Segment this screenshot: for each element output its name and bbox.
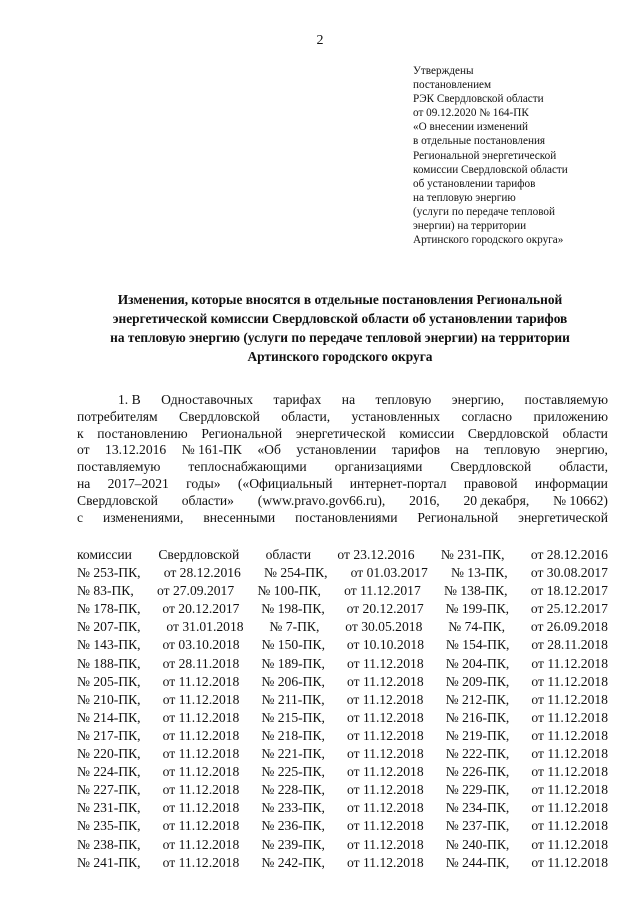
paragraph-line — [77, 476, 608, 493]
resolution-cell: № 214-ПК, — [77, 709, 141, 725]
resolution-cell: от 11.12.2018 — [531, 673, 608, 689]
resolution-cell: от 11.12.2018 — [162, 782, 240, 798]
resolution-cell: № 225-ПК, — [261, 764, 325, 780]
paragraph-word: установлении — [296, 442, 377, 458]
resolution-cell: № 244-ПК, — [445, 854, 510, 870]
resolution-cell: от 20.12.2017 — [162, 601, 240, 617]
resolution-row — [77, 763, 608, 781]
resolution-cell: от 11.12.2018 — [347, 655, 424, 671]
resolution-cell: от 26.09.2018 — [530, 619, 608, 635]
resolution-row — [77, 799, 608, 817]
resolution-cell: от 11.12.2018 — [531, 836, 608, 852]
resolution-cell: от 11.12.2018 — [531, 800, 608, 816]
resolution-cell: № 235-ПК, — [77, 818, 141, 834]
resolution-cell: от 11.12.2018 — [347, 746, 424, 762]
paragraph-word: 20 декабря, — [463, 492, 530, 508]
resolution-cell: от 11.12.2018 — [531, 727, 608, 743]
resolution-cell: от 23.12.2016 — [337, 547, 415, 562]
resolution-cell: № 100-ПК, — [257, 583, 321, 599]
paragraph-word: энергетической — [518, 509, 608, 525]
approval-line: об установлении тарифов — [413, 177, 536, 190]
paragraph-word: 2017–2021 — [107, 475, 169, 491]
resolution-cell: от 11.12.2018 — [531, 691, 608, 707]
resolution-cell: от 11.12.2018 — [162, 673, 240, 689]
resolution-cell: № 198-ПК, — [261, 601, 325, 617]
paragraph-word: изменениями, — [102, 509, 184, 525]
resolution-cell: № 254-ПК, — [263, 565, 328, 581]
resolution-row — [77, 727, 608, 745]
paragraph-word: теплоснабжающими — [188, 459, 307, 475]
paragraph-word: (www.pravo.gov66.ru), — [257, 492, 386, 508]
resolution-cell: № 240-ПК, — [445, 836, 510, 852]
resolution-cell: № 209-ПК, — [445, 673, 510, 689]
paragraph-word: с — [77, 509, 84, 525]
paragraph-word: на — [77, 475, 91, 491]
paragraph-line — [77, 442, 608, 459]
resolution-cell: от 11.12.2018 — [531, 818, 608, 834]
resolution-cell: № 189-ПК, — [261, 655, 325, 671]
paragraph-word: тарифах — [273, 392, 322, 407]
paragraph-body — [77, 392, 608, 526]
paragraph-word: поставляемую — [77, 459, 161, 475]
resolution-row — [77, 745, 608, 763]
resolution-cell: Свердловской — [158, 547, 240, 562]
resolution-cell: № 13-ПК, — [450, 565, 508, 581]
title-line: Изменения, которые вносятся в отдельные постановления Региональной — [117, 292, 563, 307]
resolution-cell: № 253-ПК, — [77, 565, 141, 581]
resolution-cell: № 231-ПК, — [440, 547, 505, 562]
paragraph-line — [77, 426, 608, 443]
resolution-cell: № 221-ПК, — [261, 746, 325, 762]
resolution-cell: № 218-ПК, — [261, 727, 325, 743]
approval-line: Артинского городского округа» — [413, 234, 564, 247]
paragraph-word: Свердловской — [467, 425, 549, 441]
resolution-row — [77, 691, 608, 709]
resolution-cell: от 11.12.2018 — [162, 764, 240, 780]
paragraph-word: Одноставочных — [161, 392, 254, 407]
paragraph-word: Свердловской — [77, 492, 158, 508]
document-title — [70, 290, 610, 366]
approval-line: РЭК Свердловской области — [413, 93, 544, 106]
resolution-cell: № 231-ПК, — [77, 800, 141, 816]
resolution-cell: № 216-ПК, — [445, 709, 510, 725]
paragraph-word: области, — [559, 459, 608, 475]
resolution-cell: от 31.01.2018 — [166, 619, 244, 635]
resolution-cell: от 11.12.2018 — [347, 782, 424, 798]
resolution-cell: № 236-ПК, — [261, 818, 325, 834]
resolution-cell: от 11.12.2018 — [162, 709, 240, 725]
resolution-row — [77, 582, 608, 600]
paragraph-word: годы» — [186, 475, 221, 491]
resolution-cell: от 28.11.2018 — [531, 637, 608, 653]
resolution-cell: от 18.12.2017 — [530, 583, 608, 599]
paragraph-word: Региональной — [201, 425, 283, 441]
resolution-row — [77, 817, 608, 835]
resolution-row — [77, 655, 608, 673]
paragraph-word: № 10662) — [553, 492, 608, 508]
resolution-cell: от 11.12.2018 — [531, 709, 608, 725]
paragraph-word: организациями — [334, 459, 423, 475]
paragraph-line — [77, 409, 608, 426]
paragraph-word: Свердловской — [450, 459, 532, 475]
resolution-cell: от 11.12.2018 — [531, 746, 608, 762]
resolution-cell: № 233-ПК, — [261, 800, 325, 816]
resolution-cell: № 237-ПК, — [445, 818, 510, 834]
paragraph-word: тепловую — [484, 442, 541, 458]
paragraph-word: («Официальный — [237, 475, 333, 491]
resolution-cell: от 28.12.2016 — [163, 565, 241, 581]
paragraph-line — [77, 392, 608, 409]
resolution-cell: от 30.05.2018 — [345, 619, 423, 635]
paragraph-word: 1. В — [118, 392, 141, 407]
resolution-cell: № 7-ПК, — [269, 619, 320, 635]
paragraph-word: внесенными — [203, 509, 276, 525]
paragraph-word: установленных — [351, 408, 441, 424]
approval-line: (услуги по передаче тепловой — [413, 205, 555, 218]
resolution-cell: от 30.08.2017 — [530, 565, 608, 581]
paragraph-word: тепловую — [375, 392, 432, 407]
paragraph-word: области, — [281, 408, 331, 424]
resolution-row — [77, 600, 608, 618]
paragraph-word: к — [77, 425, 84, 441]
resolution-cell: № 226-ПК, — [445, 764, 510, 780]
resolution-cell: от 11.12.2018 — [347, 727, 424, 743]
page-number: 2 — [316, 33, 324, 48]
resolution-cell: от 11.12.2018 — [347, 800, 424, 816]
resolution-cell: № 150-ПК, — [261, 637, 326, 653]
resolution-cell: № 83-ПК, — [77, 583, 134, 599]
resolution-cell: № 207-ПК, — [77, 619, 141, 635]
resolution-cell: № 241-ПК, — [77, 854, 141, 870]
paragraph-line — [77, 510, 608, 527]
resolution-cell: № 234-ПК, — [445, 800, 510, 816]
resolution-cell: № 211-ПК, — [261, 691, 325, 707]
resolution-row — [77, 854, 608, 872]
resolution-cell: комиссии — [77, 547, 132, 562]
resolution-cell: от 11.12.2017 — [344, 583, 421, 599]
paragraph-word: на — [341, 392, 356, 407]
resolution-cell: № 212-ПК, — [445, 691, 510, 707]
resolution-cell: № 239-ПК, — [261, 836, 325, 852]
paragraph-word: № 161-ПК — [181, 442, 242, 458]
paragraph-word: области» — [181, 492, 234, 508]
paragraph-word: области — [562, 425, 608, 441]
paragraph-word: тарифов — [391, 442, 441, 458]
resolution-row — [77, 781, 608, 799]
title-line: на тепловую энергию (услуги по передаче тепловой энергии) на территории — [110, 330, 570, 345]
resolution-cell: № 74-ПК, — [448, 619, 505, 635]
resolution-cell: № 220-ПК, — [77, 746, 141, 762]
resolution-cell: № 222-ПК, — [445, 746, 510, 762]
paragraph-word: 2016, — [409, 492, 440, 508]
resolution-cell: от 11.12.2018 — [162, 818, 240, 834]
paragraph-word: Региональной — [417, 509, 499, 525]
resolution-cell: № 227-ПК, — [77, 782, 141, 798]
paragraph-word: постановлениями — [295, 509, 398, 525]
paragraph-line — [77, 459, 608, 476]
paragraph-word: энергию, — [555, 442, 608, 458]
resolution-row — [77, 673, 608, 691]
paragraph-word: «Об — [257, 442, 281, 458]
resolution-cell: от 11.12.2018 — [162, 836, 240, 852]
resolution-cell: № 154-ПК, — [445, 637, 510, 653]
approval-line: постановлением — [413, 79, 492, 92]
paragraph-word: от — [77, 442, 90, 458]
approval-block — [413, 64, 623, 247]
resolution-cell: от 01.03.2017 — [350, 565, 428, 581]
resolution-cell: от 11.12.2018 — [531, 854, 608, 870]
resolution-cell: от 11.12.2018 — [347, 818, 424, 834]
resolution-cell: № 238-ПК, — [77, 836, 141, 852]
resolution-cell: № 178-ПК, — [77, 601, 141, 617]
resolution-row — [77, 546, 608, 564]
resolution-cell: № 206-ПК, — [261, 673, 325, 689]
paragraph-word: правовой — [463, 475, 518, 491]
resolution-cell: области — [265, 547, 312, 562]
approval-line: от 09.12.2020 № 164-ПК — [413, 107, 529, 120]
paragraph-word: на — [455, 442, 469, 458]
resolution-cell: от 11.12.2018 — [347, 673, 424, 689]
paragraph-line — [77, 493, 608, 510]
title-line: энергетической комиссии Свердловской области об установлении тарифов — [112, 311, 568, 326]
resolution-row — [77, 636, 608, 654]
resolution-cell: № 229-ПК, — [445, 782, 510, 798]
paragraph-word: комиссии — [399, 425, 455, 441]
resolution-cell: № 219-ПК, — [445, 727, 510, 743]
resolution-cell: № 215-ПК, — [261, 709, 325, 725]
paragraph-word: согласно — [461, 408, 513, 424]
resolution-cell: № 217-ПК, — [77, 727, 141, 743]
resolution-cell: от 11.12.2018 — [162, 727, 240, 743]
resolution-cell: от 20.12.2017 — [346, 601, 424, 617]
paragraph-word: Свердловской — [179, 408, 260, 424]
resolution-cell: от 11.12.2018 — [347, 836, 424, 852]
approval-line: Утверждены — [413, 65, 474, 77]
resolution-cell: № 204-ПК, — [445, 655, 510, 671]
paragraph-word: приложению — [533, 408, 608, 424]
paragraph-word: энергию, — [451, 392, 505, 407]
approval-line: энергии) на территории — [413, 220, 527, 233]
approval-line: «О внесении изменений — [413, 121, 529, 134]
resolution-cell: от 11.12.2018 — [347, 764, 424, 780]
resolution-cell: от 11.12.2018 — [162, 746, 240, 762]
paragraph-word: потребителям — [77, 408, 158, 424]
resolution-cell: от 11.12.2018 — [531, 655, 608, 671]
resolution-cell: № 224-ПК, — [77, 764, 141, 780]
resolution-cell: № 199-ПК, — [445, 601, 510, 617]
resolution-cell: от 11.12.2018 — [531, 764, 608, 780]
resolution-cell: № 188-ПК, — [77, 655, 141, 671]
resolution-cell: № 228-ПК, — [261, 782, 325, 798]
resolution-cell: от 25.12.2017 — [530, 601, 608, 617]
resolution-cell: от 11.12.2018 — [347, 854, 424, 870]
title-line: Артинского городского округа — [247, 349, 433, 364]
resolution-row — [77, 564, 608, 582]
resolution-cell: № 210-ПК, — [77, 691, 141, 707]
resolution-row — [77, 836, 608, 854]
paragraph-word: поставляемую — [524, 392, 608, 407]
resolution-cell: от 27.09.2017 — [157, 583, 235, 599]
resolution-cell: от 28.11.2018 — [162, 655, 240, 671]
resolution-cell: от 11.12.2018 — [531, 782, 608, 798]
paragraph-word: постановлению — [97, 425, 188, 441]
resolution-cell: от 11.12.2018 — [162, 691, 240, 707]
approval-line: Региональной энергетической — [413, 149, 557, 162]
paragraph-word: энергетической — [295, 425, 386, 441]
paragraph-word: 13.12.2016 — [105, 442, 167, 458]
resolution-cell: от 11.12.2018 — [162, 800, 240, 816]
resolution-cell: от 03.10.2018 — [162, 637, 240, 653]
resolution-cell: № 242-ПК, — [261, 854, 325, 870]
resolution-cell: от 28.12.2016 — [530, 547, 608, 562]
resolution-cell: от 11.12.2018 — [346, 691, 424, 707]
resolution-cell: № 143-ПК, — [77, 637, 141, 653]
resolution-cell: от 11.12.2018 — [162, 854, 240, 870]
approval-line: в отдельные постановления — [413, 135, 546, 148]
resolution-cell: № 138-ПК, — [444, 583, 508, 599]
resolutions-list — [77, 546, 608, 872]
paragraph-word: информации — [534, 475, 608, 491]
approval-line: комиссии Свердловской области — [413, 163, 568, 176]
resolution-cell: от 10.10.2018 — [346, 637, 425, 653]
resolution-cell: от 11.12.2018 — [347, 709, 424, 725]
resolution-row — [77, 709, 608, 727]
resolution-row — [77, 618, 608, 636]
approval-line: на тепловую энергию — [413, 191, 516, 204]
resolution-cell: № 205-ПК, — [77, 673, 141, 689]
paragraph-word: интернет-портал — [349, 475, 447, 491]
